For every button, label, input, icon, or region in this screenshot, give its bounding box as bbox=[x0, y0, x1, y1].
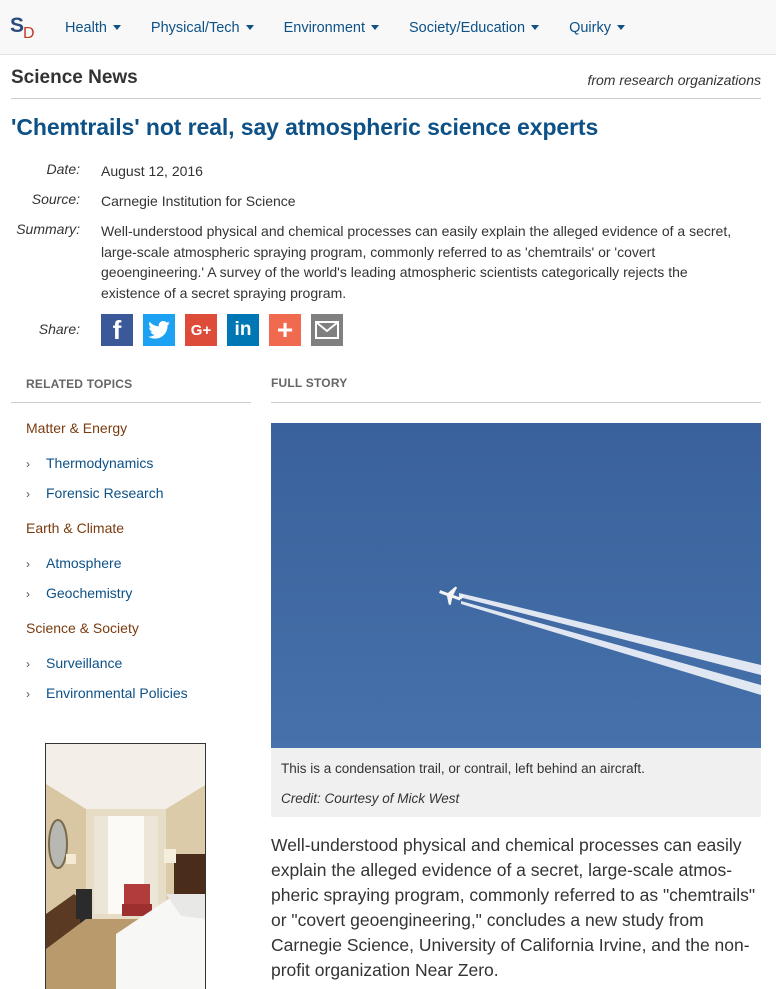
story-line: explain the alleged evidence of a secret, large-scale atmos- bbox=[271, 860, 733, 880]
date-label: Date: bbox=[46, 161, 80, 177]
linkedin-icon: in bbox=[234, 319, 252, 340]
topic-link-surveillance[interactable] bbox=[26, 655, 122, 671]
summary-line: geoengineering.' A survey of the world's leading atmospheric scientists categorically rejects the bbox=[101, 264, 688, 280]
photo-caption: This is a condensation trail, or contrail, left behind an aircraft. bbox=[281, 761, 645, 776]
sciencedaily-logo[interactable] bbox=[10, 14, 40, 44]
chevron-right-icon: › bbox=[26, 687, 30, 701]
topic-link-thermodynamics[interactable] bbox=[26, 455, 153, 471]
nav-menu bbox=[50, 0, 640, 55]
divider bbox=[271, 402, 761, 403]
contrail-airplane-image bbox=[271, 423, 761, 748]
story-body bbox=[271, 833, 761, 983]
caret-down-icon bbox=[246, 25, 254, 30]
article-headline: 'Chemtrails' not real, say atmospheric science experts bbox=[11, 114, 599, 140]
summary-line: large-scale atmospheric spraying program, commonly referred to as 'chemtrails' or 'covert bbox=[101, 243, 656, 260]
sidebar-advertisement-image[interactable] bbox=[45, 743, 206, 989]
plus-icon: + bbox=[276, 314, 294, 345]
source-label: Source: bbox=[31, 191, 80, 207]
twitter-icon bbox=[148, 321, 170, 339]
caret-down-icon bbox=[113, 25, 121, 30]
top-navbar bbox=[0, 0, 776, 55]
summary-line: existence of a secret spraying program. bbox=[101, 284, 347, 301]
nav-health[interactable] bbox=[50, 0, 136, 55]
facebook-icon: f bbox=[112, 314, 122, 345]
chevron-right-icon: › bbox=[26, 587, 30, 601]
facebook-share-button[interactable] bbox=[101, 314, 133, 346]
nav-quirky[interactable] bbox=[554, 0, 640, 55]
full-story-heading: FULL STORY bbox=[271, 376, 348, 390]
story-line: profit organization Near Zero. bbox=[271, 960, 499, 980]
topic-category-matter-energy[interactable]: Matter & Energy bbox=[26, 420, 128, 436]
topic-link-environmental-policies[interactable] bbox=[26, 685, 188, 701]
logo-letter-s: S bbox=[10, 14, 25, 37]
twitter-share-button[interactable] bbox=[143, 314, 175, 346]
divider bbox=[11, 98, 761, 99]
caret-down-icon bbox=[371, 25, 379, 30]
topic-link-atmosphere[interactable] bbox=[26, 555, 121, 571]
related-topics-heading: RELATED TOPICS bbox=[26, 377, 133, 391]
summary-line: Well-understood physical and chemical processes can easily explain the alleged evidence of a secret, bbox=[101, 223, 732, 239]
nav-environment[interactable] bbox=[269, 0, 394, 55]
topic-link-forensic-research[interactable] bbox=[26, 485, 164, 501]
nav-physical-tech[interactable] bbox=[136, 0, 269, 55]
date-value: August 12, 2016 bbox=[101, 163, 203, 179]
topic-label: Environmental Policies bbox=[46, 685, 188, 701]
chevron-right-icon: › bbox=[26, 557, 30, 571]
topic-link-geochemistry[interactable] bbox=[26, 585, 132, 601]
topic-category-science-society[interactable]: Science & Society bbox=[26, 620, 139, 636]
photo-credit: Credit: Courtesy of Mick West bbox=[281, 791, 460, 806]
chevron-right-icon: › bbox=[26, 657, 30, 671]
story-line: or "covert geoengineering," concludes a new study from bbox=[271, 910, 704, 930]
topic-label: Atmosphere bbox=[46, 555, 122, 571]
email-icon bbox=[315, 321, 339, 339]
story-line: Well-understood physical and chemical processes can easily bbox=[271, 835, 742, 855]
nav-society-education-label: Society/Education bbox=[408, 20, 526, 36]
topic-label: Surveillance bbox=[46, 655, 123, 671]
logo-letter-d: D bbox=[23, 25, 35, 42]
more-share-button[interactable] bbox=[269, 314, 301, 346]
section-tagline: from research organizations bbox=[587, 72, 761, 88]
summary-text bbox=[101, 221, 751, 303]
photo-caption-box bbox=[271, 748, 761, 817]
nav-society-education[interactable] bbox=[394, 0, 554, 55]
source-value: Carnegie Institution for Science bbox=[101, 193, 296, 209]
article-photo-contrail[interactable] bbox=[271, 423, 761, 748]
hotel-room-image bbox=[46, 744, 206, 989]
topic-label: Forensic Research bbox=[46, 485, 164, 501]
nav-health-label: Health bbox=[65, 20, 107, 36]
chevron-right-icon: › bbox=[26, 457, 30, 471]
nav-environment-label: Environment bbox=[283, 20, 365, 36]
divider bbox=[11, 402, 251, 403]
caret-down-icon bbox=[617, 25, 625, 30]
summary-label: Summary: bbox=[16, 221, 80, 237]
share-label: Share: bbox=[38, 321, 80, 337]
google-plus-share-button[interactable] bbox=[185, 314, 217, 346]
chevron-right-icon: › bbox=[26, 487, 30, 501]
nav-physical-tech-label: Physical/Tech bbox=[150, 20, 240, 36]
topic-label: Geochemistry bbox=[46, 585, 133, 601]
story-line: Carnegie Science, University of California Irvine, and the non- bbox=[271, 935, 750, 955]
section-title: Science News bbox=[11, 67, 138, 88]
google-plus-icon: G+ bbox=[190, 321, 212, 339]
email-share-button[interactable] bbox=[311, 314, 343, 346]
nav-quirky-label: Quirky bbox=[569, 20, 611, 36]
topic-label: Thermodynamics bbox=[46, 455, 154, 471]
topic-category-earth-climate[interactable]: Earth & Climate bbox=[26, 520, 125, 536]
caret-down-icon bbox=[531, 25, 539, 30]
story-line: pheric spraying program, commonly referred to as "chemtrails" bbox=[271, 885, 756, 905]
share-buttons bbox=[101, 314, 343, 346]
linkedin-share-button[interactable] bbox=[227, 314, 259, 346]
